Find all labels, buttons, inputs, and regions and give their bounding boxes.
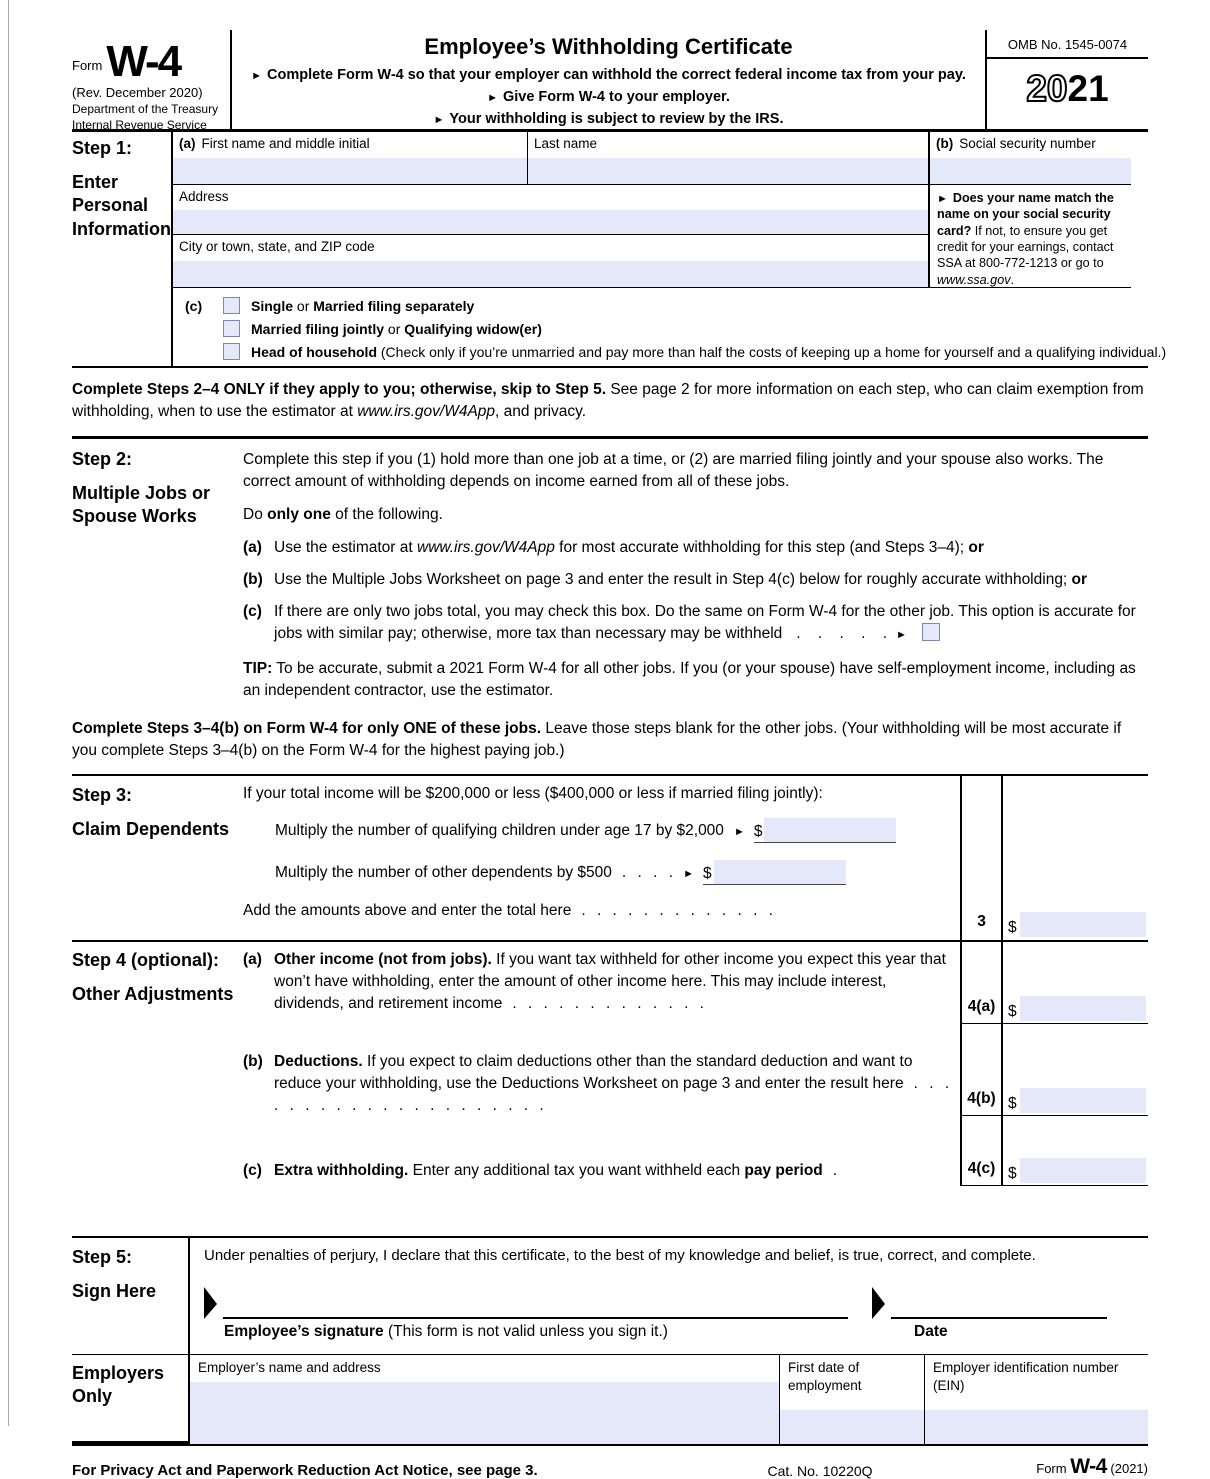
line4c-number: 4(c)	[960, 1116, 1003, 1185]
step1-subtitle: Enter Personal Information	[72, 172, 171, 239]
step2-title: Step 2:	[72, 449, 133, 469]
page-footer	[72, 1446, 1148, 1479]
subtitle-line-1: ► Complete Form W-4 so that your employer can withhold the correct federal income tax from your pay.	[251, 67, 966, 83]
date-label: Date	[914, 1323, 948, 1340]
last-name-label: Last name	[534, 136, 598, 151]
step2-label-column	[72, 449, 243, 702]
city-input[interactable]	[173, 261, 928, 287]
dot-leader: . . . . . . . . . . . . .	[581, 902, 773, 919]
extra-withholding-input[interactable]	[1020, 1158, 1146, 1183]
form-id-block	[72, 30, 230, 132]
dot-leader: . . . . .	[796, 625, 888, 642]
form-content	[72, 30, 1167, 1479]
privacy-notice: For Privacy Act and Paperwork Reduction Act Notice, see page 3.	[72, 1462, 538, 1479]
step4a-line: (a) Other income (not from jobs). If you want tax withheld for other income you expect this year that won’t have withholding, enter the amount of other income here. This may include interest, dividends, and retirement income . . . . . . . . . . . . .	[243, 951, 946, 1012]
form-number: W-4	[106, 37, 181, 86]
step1-label-column	[72, 132, 173, 366]
filing-option-single: Single or Married filing separately	[223, 297, 1166, 314]
deductions-input[interactable]	[1020, 1088, 1146, 1113]
ssn-label: Social security number	[959, 136, 1096, 151]
step2-option-c: (c) If there are only two jobs total, you may check this box. Do the same on Form W-4 for the other job. This option is accurate for jobs with similar pay; otherwise, more tax than necessary may be withheld . . . . . ►	[243, 603, 1136, 642]
page-edge	[8, 0, 9, 1426]
step5-label-column	[72, 1238, 190, 1354]
dollar-sign: $	[1008, 1003, 1017, 1020]
date-line[interactable]	[891, 1289, 1107, 1319]
step4a-amount-row	[960, 942, 1148, 1024]
form-header	[72, 30, 1148, 132]
checkbox-married-jointly[interactable]	[223, 320, 240, 337]
ein-input[interactable]	[925, 1410, 1148, 1444]
first-name-input[interactable]	[173, 158, 527, 184]
estimator-url: www.irs.gov/W4App	[357, 403, 496, 420]
steps-3-4b-instructions: Complete Steps 3–4(b) on Form W-4 for only ONE of these jobs. Leave those steps blank for the other jobs. (Your withholding will be most accurate if you complete Steps 3–4(b) on the Form W-4 for the highest paying job.)	[72, 710, 1148, 776]
step3-label-column	[72, 776, 243, 940]
checkbox-two-jobs[interactable]	[922, 623, 940, 641]
filing-status-tag: (c)	[185, 298, 203, 314]
step2-paragraph: Complete this step if you (1) hold more than one job at a time, or (2) are married filing jointly and your spouse also works. The correct amount of withholding depends on income earned from all of these jobs.	[243, 451, 1104, 490]
dot-leader: . . . . . . . . . . . . . . . . . . . . .	[274, 1075, 950, 1114]
step4c-amount-row	[960, 1116, 1148, 1186]
step1-section	[72, 132, 1167, 368]
title-block	[230, 30, 985, 129]
line4a-number: 4(a)	[960, 942, 1003, 1023]
line3-number: 3	[960, 776, 1003, 940]
first-name-cell	[173, 132, 528, 184]
step4-section	[72, 942, 1148, 1216]
filing-option-married-jointly: Married filing jointly or Qualifying widow(er)	[223, 320, 1166, 337]
bullet-arrow-icon: ►	[433, 113, 445, 126]
bullet-arrow-icon: ►	[487, 91, 498, 104]
signature-arrow-icon	[204, 1287, 217, 1319]
employer-name-address-input[interactable]	[190, 1382, 779, 1444]
estimator-url: www.irs.gov/W4App	[417, 539, 555, 556]
step2-tip: TIP: To be accurate, submit a 2021 Form W-4 for all other jobs. If you (or your spouse) have self-employment income, including as an independent contractor, use the estimator.	[243, 660, 1136, 699]
form-revision: (Rev. December 2020)	[72, 85, 203, 101]
ssa-notice: ► Does your name match the name on your social security card? If not, to ensure you get credit for your earnings, contact SSA at 800-772-1213 or go to www.ssa.gov.	[930, 185, 1131, 288]
ssn-input[interactable]	[930, 158, 1131, 184]
ssn-tag: (b)	[936, 136, 954, 151]
signature-line[interactable]	[223, 1289, 848, 1319]
amount-arrow-icon: ►	[683, 868, 694, 880]
subtitle-line-2: ► Give Form W-4 to your employer.	[487, 88, 730, 105]
amount-arrow-icon: ►	[733, 826, 745, 838]
notice-arrow-icon: ►	[937, 193, 948, 205]
employers-only-section	[72, 1354, 1148, 1446]
line3-amount-cell	[1003, 776, 1148, 940]
employer-name-cell	[190, 1355, 780, 1444]
other-income-input[interactable]	[1020, 996, 1146, 1021]
subtitle-line-3: ► Your withholding is subject to review by the IRS.	[433, 110, 784, 127]
other-dependents-line: Multiply the number of other dependents by $500 . . . . ► $	[275, 860, 960, 885]
date-arrow-icon	[872, 1287, 885, 1319]
checkbox-single[interactable]	[223, 297, 240, 314]
step1-title: Step 1:	[72, 138, 133, 158]
ssn-cell	[930, 132, 1131, 185]
first-name-label: First name and middle initial	[201, 136, 370, 151]
ein-label: Employer identification number (EIN)	[933, 1360, 1119, 1393]
first-date-employment-input[interactable]	[780, 1410, 924, 1444]
first-date-label: First date of employment	[788, 1360, 862, 1393]
dollar-sign: $	[1008, 1165, 1017, 1182]
step2-subtitle: Multiple Jobs or Spouse Works	[72, 483, 211, 527]
other-dependents-amount-input[interactable]	[714, 860, 846, 884]
form-title: Employee’s Withholding Certificate	[424, 34, 793, 59]
total-credits-input[interactable]	[1020, 912, 1146, 937]
city-label: City or town, state, and ZIP code	[179, 239, 375, 254]
checkbox-arrow-icon: ►	[896, 629, 907, 641]
step3-subtitle: Claim Dependents	[72, 819, 230, 839]
dot-leader: . . . .	[621, 864, 674, 881]
step3-total-line: Add the amounts above and enter the total here . . . . . . . . . . . . .	[243, 902, 773, 919]
step4b-amount-row	[960, 1024, 1148, 1116]
employers-only-label: Employers Only	[72, 1355, 190, 1444]
step4-subtitle: Other Adjustments	[72, 984, 234, 1004]
department-line: Department of the Treasury	[72, 102, 219, 117]
filing-option-head-of-household: Head of household (Check only if you’re unmarried and pay more than half the costs of keeping up a home for yourself and a qualifying individual.)	[223, 343, 1166, 360]
ein-cell	[925, 1355, 1148, 1444]
city-cell	[173, 235, 928, 288]
qualifying-children-line: Multiply the number of qualifying children under age 17 by $2,000 ► $	[275, 818, 960, 843]
filing-status-section	[173, 288, 1166, 366]
step3-title: Step 3:	[72, 785, 133, 805]
tax-year: 2021	[1026, 68, 1109, 109]
dollar-sign: $	[1008, 1095, 1017, 1112]
step2-section	[72, 439, 1148, 710]
steps-2-4-instructions: Complete Steps 2–4 ONLY if they apply to you; otherwise, skip to Step 5. See page 2 for more information on each step, who can claim exemption from withholding, when to use the estimator at www.irs.gov/W4App, and privacy.	[72, 368, 1148, 439]
bullet-arrow-icon: ►	[251, 70, 263, 82]
step2-option-a: (a) Use the estimator at www.irs.gov/W4App for most accurate withholding for this step (and Steps 3–4); or	[243, 539, 984, 556]
omb-block	[985, 30, 1148, 129]
first-name-tag: (a)	[179, 136, 196, 151]
dollar-sign: $	[753, 823, 763, 840]
ssa-url: www.ssa.gov	[937, 272, 1011, 287]
form-footer-id: Form W-4 (2021)	[1036, 1455, 1148, 1478]
step5-subtitle: Sign Here	[72, 1281, 157, 1301]
signature-label: Employee’s signature (This form is not valid unless you sign it.)	[224, 1323, 668, 1340]
first-date-cell	[780, 1355, 925, 1444]
step3-intro: If your total income will be $200,000 or less ($400,000 or less if married filing jointly):	[243, 785, 823, 802]
address-cell	[173, 185, 928, 235]
step2-option-b: (b) Use the Multiple Jobs Worksheet on page 3 and enter the result in Step 4(c) below for roughly accurate withholding; or	[243, 571, 1088, 588]
last-name-cell	[528, 132, 928, 184]
service-line: Internal Revenue Service	[72, 117, 207, 132]
dot-leader: .	[832, 1162, 838, 1179]
qualifying-children-amount-input[interactable]	[764, 818, 896, 842]
perjury-statement: Under penalties of perjury, I declare that this certificate, to the best of my knowledge and belief, is true, correct, and complete.	[204, 1247, 1036, 1264]
omb-number: OMB No. 1545-0074	[987, 30, 1148, 59]
address-label: Address	[179, 189, 229, 204]
last-name-input[interactable]	[528, 158, 928, 184]
step2-do-only-one: Do only one of the following.	[243, 506, 443, 523]
dot-leader: . . . . . . . . . . . . .	[512, 995, 704, 1012]
step4c-line: (c) Extra withholding. Enter any additional tax you want withheld each pay period .	[243, 1162, 838, 1179]
dollar-sign: $	[1008, 919, 1017, 936]
checkbox-head-of-household[interactable]	[223, 343, 240, 360]
line4b-number: 4(b)	[960, 1024, 1003, 1115]
form-word: Form	[72, 58, 103, 74]
step5-section	[72, 1236, 1148, 1354]
employer-name-label: Employer’s name and address	[198, 1360, 381, 1375]
step4-title: Step 4 (optional):	[72, 950, 219, 970]
step5-title: Step 5:	[72, 1247, 133, 1267]
step3-section	[72, 776, 1148, 942]
catalog-number: Cat. No. 10220Q	[767, 1463, 873, 1479]
dollar-sign: $	[702, 865, 712, 882]
step4b-line: (b) Deductions. If you expect to claim deductions other than the standard deduction and want to reduce your withholding, use the Deductions Worksheet on page 3 and enter the result here . . . . . . . . . . . . . . . . . . . . .	[243, 1053, 950, 1114]
address-input[interactable]	[173, 210, 928, 234]
step4-label-column	[72, 942, 243, 1216]
